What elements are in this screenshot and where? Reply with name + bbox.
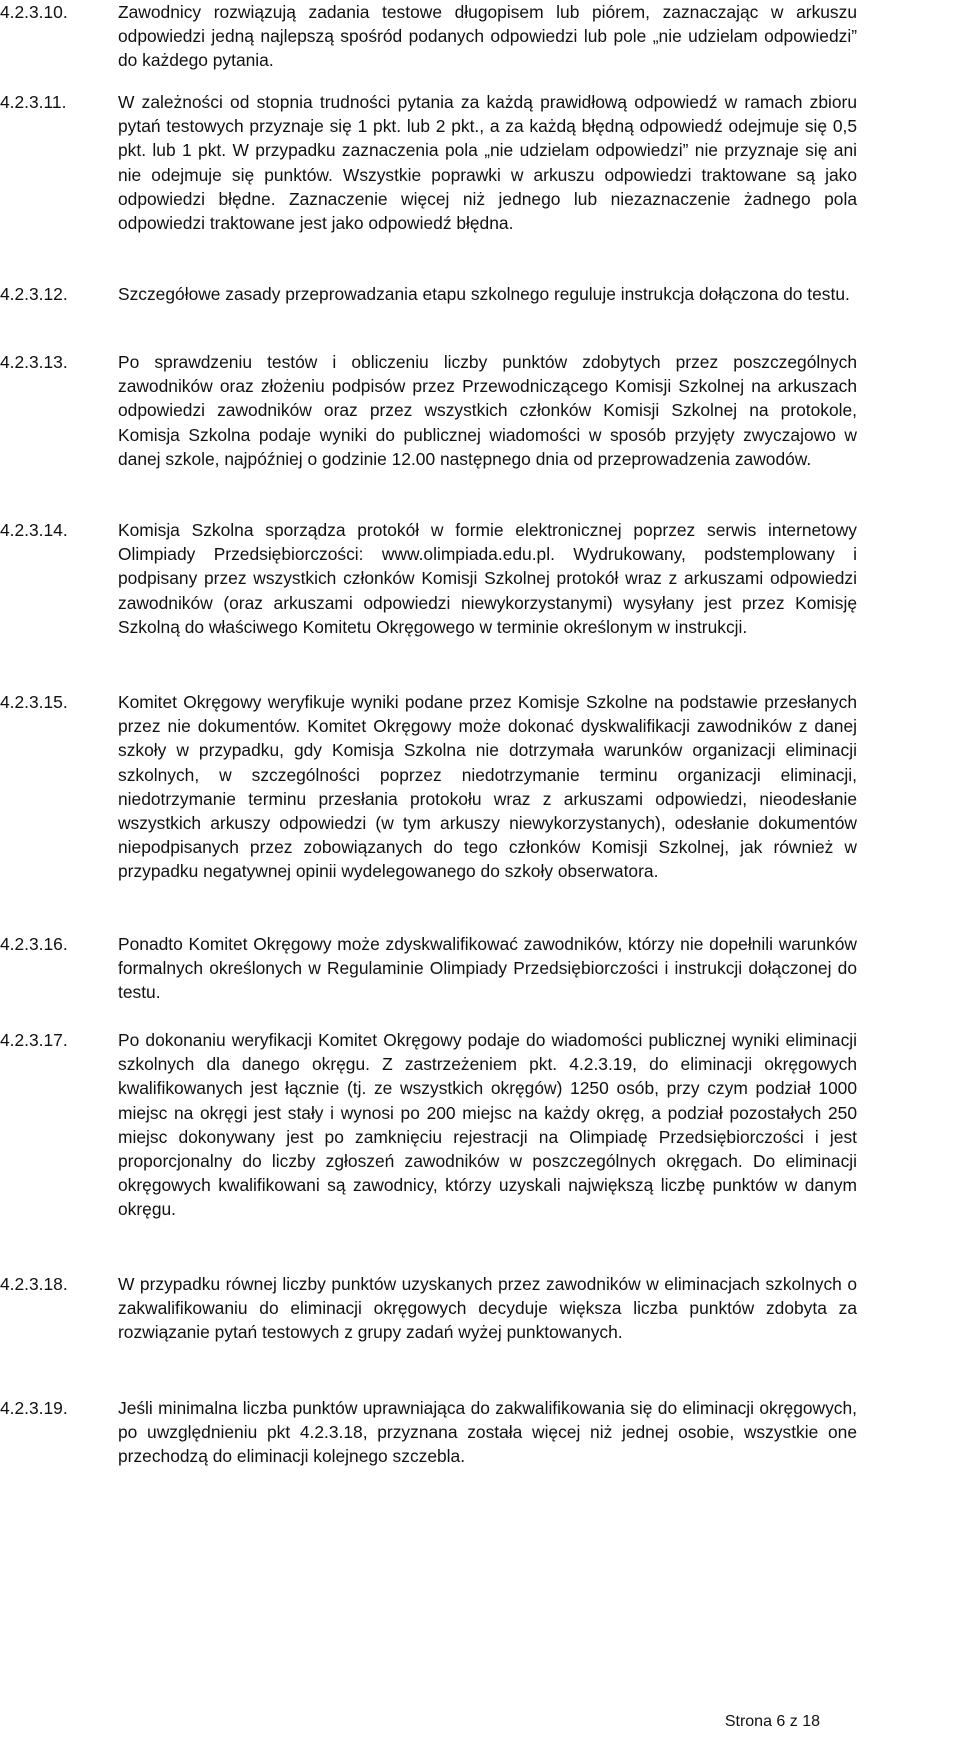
paragraph-text: W zależności od stopnia trudności pytania za każdą prawidłową odpowiedź w ramach zbioru pytań testowych przyznaje się 1 pkt. lub 2 pkt., a za każdą błędną odpowiedź odejmuje się 0,5 pkt. lub 1 pkt. W przypadku zaznaczenia pola „nie udzielam odpowiedzi” nie przyznaje się ani nie odejmuje się punktów. Wszystkie poprawki w arkuszu odpowiedzi traktowane są jako odpowiedzi błędne. Zaznaczenie więcej niż jednego lub niezaznaczenie żadnego pola odpowiedzi traktowane jest jako odpowiedź błędna. (118, 92, 857, 234)
paragraph-text: Komitet Okręgowy weryfikuje wyniki podane przez Komisje Szkolne na podstawie przesłanych przez nie dokumentów. Komitet Okręgowy może dokonać dyskwalifikacji zawodników z danej szkoły w przypadku, gdy Komisja Szkolna nie dotrzymała warunków organizacji eliminacji szkolnych, w szczególności poprzez niedotrzymanie terminu organizacji eliminacji, niedotrzymanie terminu przesłania protokołu wraz z arkuszami odpowiedzi, nieodesłanie wszystkich arkuszy odpowiedzi (w tym arkuszy niewykorzystanych), odesłanie dokumentów niepodpisanych przez zobowiązanych do tego członków Komisji Szkolnej, jak również w przypadku negatywnej opinii wydelegowanego do szkoły obserwatora. (118, 692, 857, 882)
paragraph-number: 4.2.3.11. (0, 92, 67, 112)
paragraph-number: 4.2.3.12. (0, 284, 68, 304)
page-number: Strona 6 z 18 (724, 1713, 820, 1730)
paragraph-text: Zawodnicy rozwiązują zadania testowe długopisem lub piórem, zaznaczając w arkuszu odpowiedzi jedną najlepszą spośród podanych odpowiedzi lub pole „nie udzielam odpowiedzi” do każdego pytania. (118, 2, 857, 71)
paragraph-text: Ponadto Komitet Okręgowy może zdyskwalifikować zawodników, którzy nie dopełnili warunków formalnych określonych w Regulaminie Olimpiady Przedsiębiorczości i instrukcji dołączonej do testu. (118, 934, 857, 1003)
paragraph-number: 4.2.3.13. (0, 352, 68, 372)
paragraph-number: 4.2.3.15. (0, 692, 68, 712)
paragraph-number: 4.2.3.10. (0, 2, 68, 22)
paragraph-number: 4.2.3.17. (0, 1030, 68, 1050)
paragraph-number: 4.2.3.14. (0, 520, 68, 540)
paragraph-number: 4.2.3.16. (0, 934, 68, 954)
paragraph-number: 4.2.3.19. (0, 1398, 68, 1418)
paragraph-text: W przypadku równej liczby punktów uzyskanych przez zawodników w eliminacjach szkolnych o zakwalifikowaniu do eliminacji okręgowych decyduje większa liczba punktów zdobyta za rozwiązanie pytań testowych z grupy zadań wyżej punktowanych. (118, 1274, 857, 1343)
paragraph-text: Szczegółowe zasady przeprowadzania etapu szkolnego reguluje instrukcja dołączona do testu. (118, 284, 850, 304)
paragraph-text: Po dokonaniu weryfikacji Komitet Okręgowy podaje do wiadomości publicznej wyniki eliminacji szkolnych dla danego okręgu. Z zastrzeżeniem pkt. 4.2.3.19, do eliminacji okręgowych kwalifikowanych jest łącznie (tj. ze wszystkich okręgów) 1250 osób, przy czym podział 1000 miejsc na okręgi jest stały i wynosi po 200 miejsc na każdy okręg, a podział pozostałych 250 miejsc dokonywany jest po zamknięciu rejestracji na Olimpiadę Przedsiębiorczości i jest proporcjonalny do liczby zgłoszeń zawodników w poszczególnych okręgach. Do eliminacji okręgowych kwalifikowani są zawodnicy, którzy uzyskali największą liczbę punktów w danym okręgu. (118, 1030, 857, 1220)
paragraph-text: Jeśli minimalna liczba punktów uprawniająca do zakwalifikowania się do eliminacji okręgowych, po uwzględnieniu pkt 4.2.3.18, przyznana została więcej niż jednej osobie, wszystkie one przechodzą do eliminacji kolejnego szczebla. (118, 1398, 857, 1467)
paragraph-text: Po sprawdzeniu testów i obliczeniu liczby punktów zdobytych przez poszczególnych zawodników oraz złożeniu podpisów przez Przewodniczącego Komisji Szkolnej na arkuszach odpowiedzi zawodników oraz przez wszystkich członków Komisji Szkolnej na protokole, Komisja Szkolna podaje wyniki do publicznej wiadomości w sposób przyjęty zwyczajowo w danej szkole, najpóźniej o godzinie 12.00 następnego dnia od przeprowadzenia zawodów. (118, 352, 857, 469)
paragraph-number: 4.2.3.18. (0, 1274, 68, 1294)
paragraph-text: Komisja Szkolna sporządza protokół w formie elektronicznej poprzez serwis internetowy Olimpiady Przedsiębiorczości: www.olimpiada.edu.pl. Wydrukowany, podstemplowany i podpisany przez wszystkich członków Komisji Szkolnej protokół wraz z arkuszami odpowiedzi zawodników (oraz arkuszami odpowiedzi niewykorzystanymi) wysyłany jest przez Komisję Szkolną do właściwego Komitetu Okręgowego w terminie określonym w instrukcji. (118, 520, 857, 637)
